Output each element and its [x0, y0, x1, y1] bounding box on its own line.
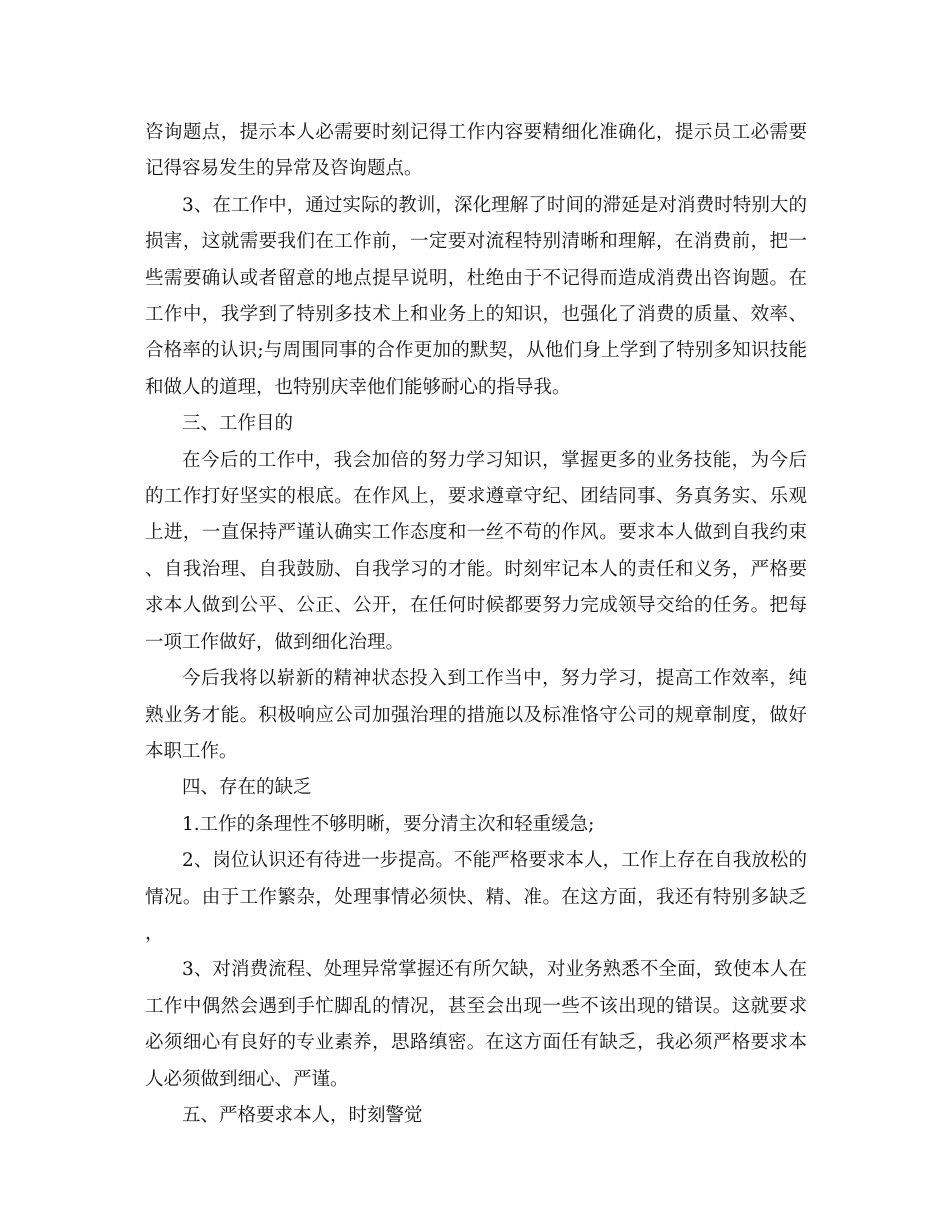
paragraph-new-spirit: 今后我将以崭新的精神状态投入到工作当中，努力学习，提高工作效率，纯熟业务才能。积极响应公司加强治理的措施以及标准恪守公司的规章制度，做好本职工作。 [145, 668, 807, 762]
paragraph-future-work: 在今后的工作中，我会加倍的努力学习知识，掌握更多的业务技能，为今后的工作打好坚实的根底。在作风上，要求遵章守纪、团结同事、务真务实、乐观上进，一直保持严谨认确实工作态度和一丝不苟的作风。要求本人做到自我约束、自我治理、自我鼓励、自我学习的才能。时刻牢记本人的责任和义务，严格要求本人做到公平、公正、公开，在任何时候都要努力完成领导交给的任务。把每一项工作做好，做到细化治理。 [145, 449, 807, 653]
document-body [145, 115, 807, 1134]
section-heading-shortcomings: 四、存在的缺乏 [182, 777, 312, 799]
paragraph-continuation: 咨询题点，提示本人必需要时刻记得工作内容要精细化准确化，提示员工必需要记得容易发生的异常及咨询题点。 [145, 122, 807, 180]
shortcoming-item-2: 2、岗位认识还有待进一步提高。不能严格要求本人，工作上存在自我放松的情况。由于工作繁杂，处理事情必须快、精、准。在这方面，我还有特别多缺乏， [145, 850, 807, 944]
shortcoming-item-3: 3、对消费流程、处理异常掌握还有所欠缺，对业务熟悉不全面，致使本人在工作中偶然会遇到手忙脚乱的情况，甚至会出现一些不该出现的错误。这就要求必须细心有良好的专业素养，思路缜密。在这方面任有缺乏，我必须严格要求本人必须做到细心、严谨。 [145, 959, 807, 1090]
section-heading-strict-requirements: 五、严格要求本人，时刻警觉 [182, 1104, 423, 1126]
shortcoming-item-1: 1.工作的条理性不够明晰，要分清主次和轻重缓急; [182, 813, 595, 835]
paragraph-item-3-lessons: 3、在工作中，通过实际的教训，深化理解了时间的滞延是对消费时特别大的损害，这就需要我们在工作前，一定要对流程特别清晰和理解，在消费前，把一些需要确认或者留意的地点提早说明，杜绝由于不记得而造成消费出咨询题。在工作中，我学到了特别多技术上和业务上的知识，也强化了消费的质量、效率、合格率的认识;与周围同事的合作更加的默契，从他们身上学到了特别多知识技能和做人的道理，也特别庆幸他们能够耐心的指导我。 [145, 194, 807, 398]
section-heading-work-goals: 三、工作目的 [182, 413, 294, 435]
